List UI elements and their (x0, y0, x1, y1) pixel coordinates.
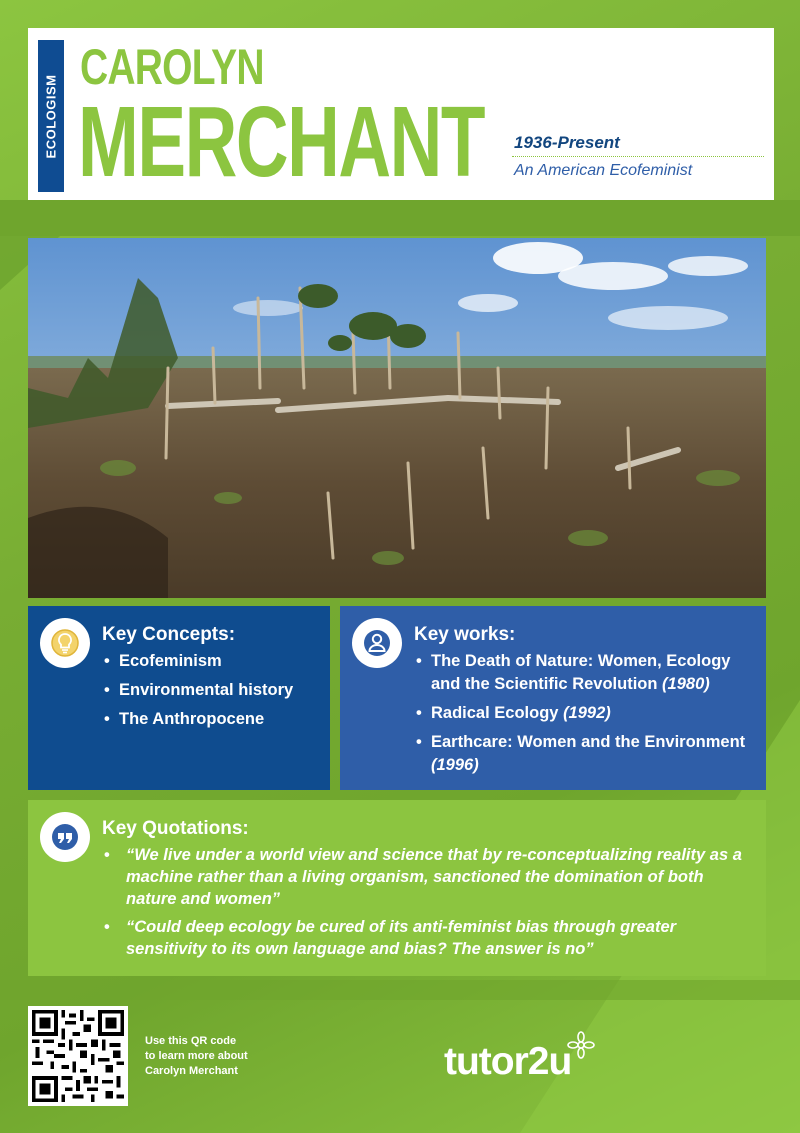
list-item (414, 731, 752, 777)
work-title: Radical Ecology (431, 704, 559, 722)
work-year: (1996) (431, 756, 479, 774)
category-tag (38, 40, 64, 192)
person-icon (352, 618, 402, 668)
key-concepts-panel (28, 606, 330, 790)
list-item: • “Could deep ecology be cured of its anti-feminist bias through greater sensitivity to its own language and bias? The answer is no” (100, 916, 750, 960)
qr-code-image (32, 1010, 124, 1102)
list-item: • “We live under a world view and science that by re-conceptualizing reality as a machine rather than a living organism, sanctioned the domination of both nature and women” (100, 844, 750, 910)
work-year: (1980) (662, 675, 710, 693)
qr-code[interactable] (28, 1006, 128, 1106)
key-quotations-title: Key Quotations: (102, 818, 249, 839)
list-item: • The Anthropocene (102, 708, 324, 731)
list-item (414, 702, 752, 725)
list-item: • Environmental history (102, 679, 324, 702)
qr-caption-line: Use this QR code (145, 1035, 237, 1047)
first-name: CAROLYN (80, 39, 264, 95)
header-divider (512, 156, 764, 157)
title-header (28, 28, 774, 200)
lightbulb-icon (40, 618, 90, 668)
key-concepts-list (102, 650, 324, 737)
deforestation-image (28, 238, 766, 598)
list-item (414, 650, 752, 696)
deforestation-photo (28, 238, 766, 598)
key-works-list (414, 650, 752, 783)
flower-icon (566, 1030, 596, 1060)
quote-icon (40, 812, 90, 862)
key-quotations-panel (28, 800, 766, 976)
qr-caption (145, 1034, 285, 1079)
work-year: (1992) (563, 704, 611, 722)
work-title: Earthcare: Women and the Environment (431, 733, 746, 751)
qr-caption-line: Carolyn Merchant (145, 1065, 238, 1077)
list-item: • Ecofeminism (102, 650, 324, 673)
key-works-panel (340, 606, 766, 790)
life-dates: 1936-Present (514, 133, 620, 152)
category-tag-label: ECOLOGISM (43, 74, 59, 158)
qr-caption-line: to learn more about (145, 1050, 248, 1062)
subtitle: An American Ecofeminist (514, 162, 693, 179)
key-concepts-title: Key Concepts: (102, 624, 236, 645)
last-name: MERCHANT (78, 86, 485, 198)
work-title: The Death of Nature: Women, Ecology and the Scientific Revolution (431, 652, 731, 693)
key-works-title: Key works: (414, 624, 516, 645)
tutor2u-logo: tutor2u (444, 1040, 572, 1083)
key-quotations-list (100, 844, 750, 966)
